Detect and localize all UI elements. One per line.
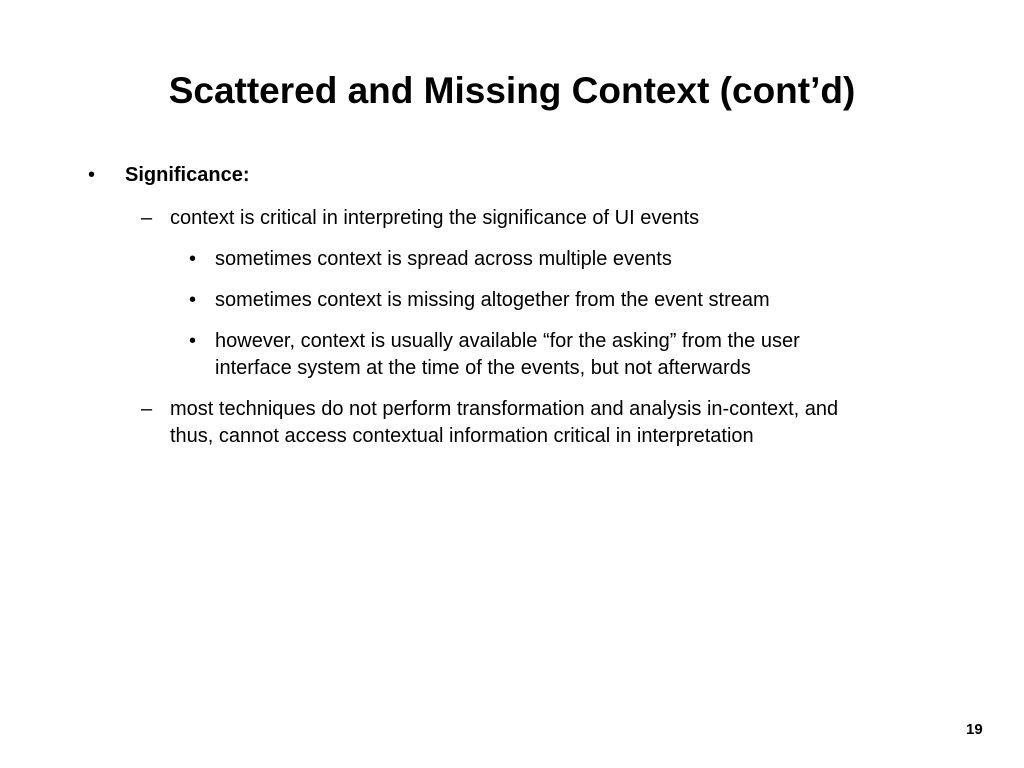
page-number: 19 — [966, 721, 983, 738]
bullet-marker: • — [189, 330, 197, 352]
bullet-significance: Significance: — [125, 164, 250, 186]
subbullet-most-line2: thus, cannot access contextual information critical in interpretation — [170, 425, 754, 447]
dash-marker: – — [141, 207, 153, 229]
bullet-marker: • — [189, 248, 197, 270]
bullet-marker: • — [88, 164, 96, 186]
slide-title: Scattered and Missing Context (cont’d) — [168, 70, 856, 111]
subbullet-most-line1: most techniques do not perform transformation and analysis in-context, and — [170, 398, 839, 420]
subsubbullet-missing: sometimes context is missing altogether from the event stream — [215, 289, 770, 311]
subsubbullet-however-line2: interface system at the time of the events, but not afterwards — [215, 357, 751, 379]
subsubbullet-spread: sometimes context is spread across multiple events — [215, 248, 672, 270]
subbullet-context-critical: context is critical in interpreting the significance of UI events — [170, 207, 700, 229]
dash-marker: – — [141, 398, 153, 420]
subsubbullet-however-line1: however, context is usually available “for the asking” from the user — [215, 330, 800, 352]
bullet-marker: • — [189, 289, 197, 311]
